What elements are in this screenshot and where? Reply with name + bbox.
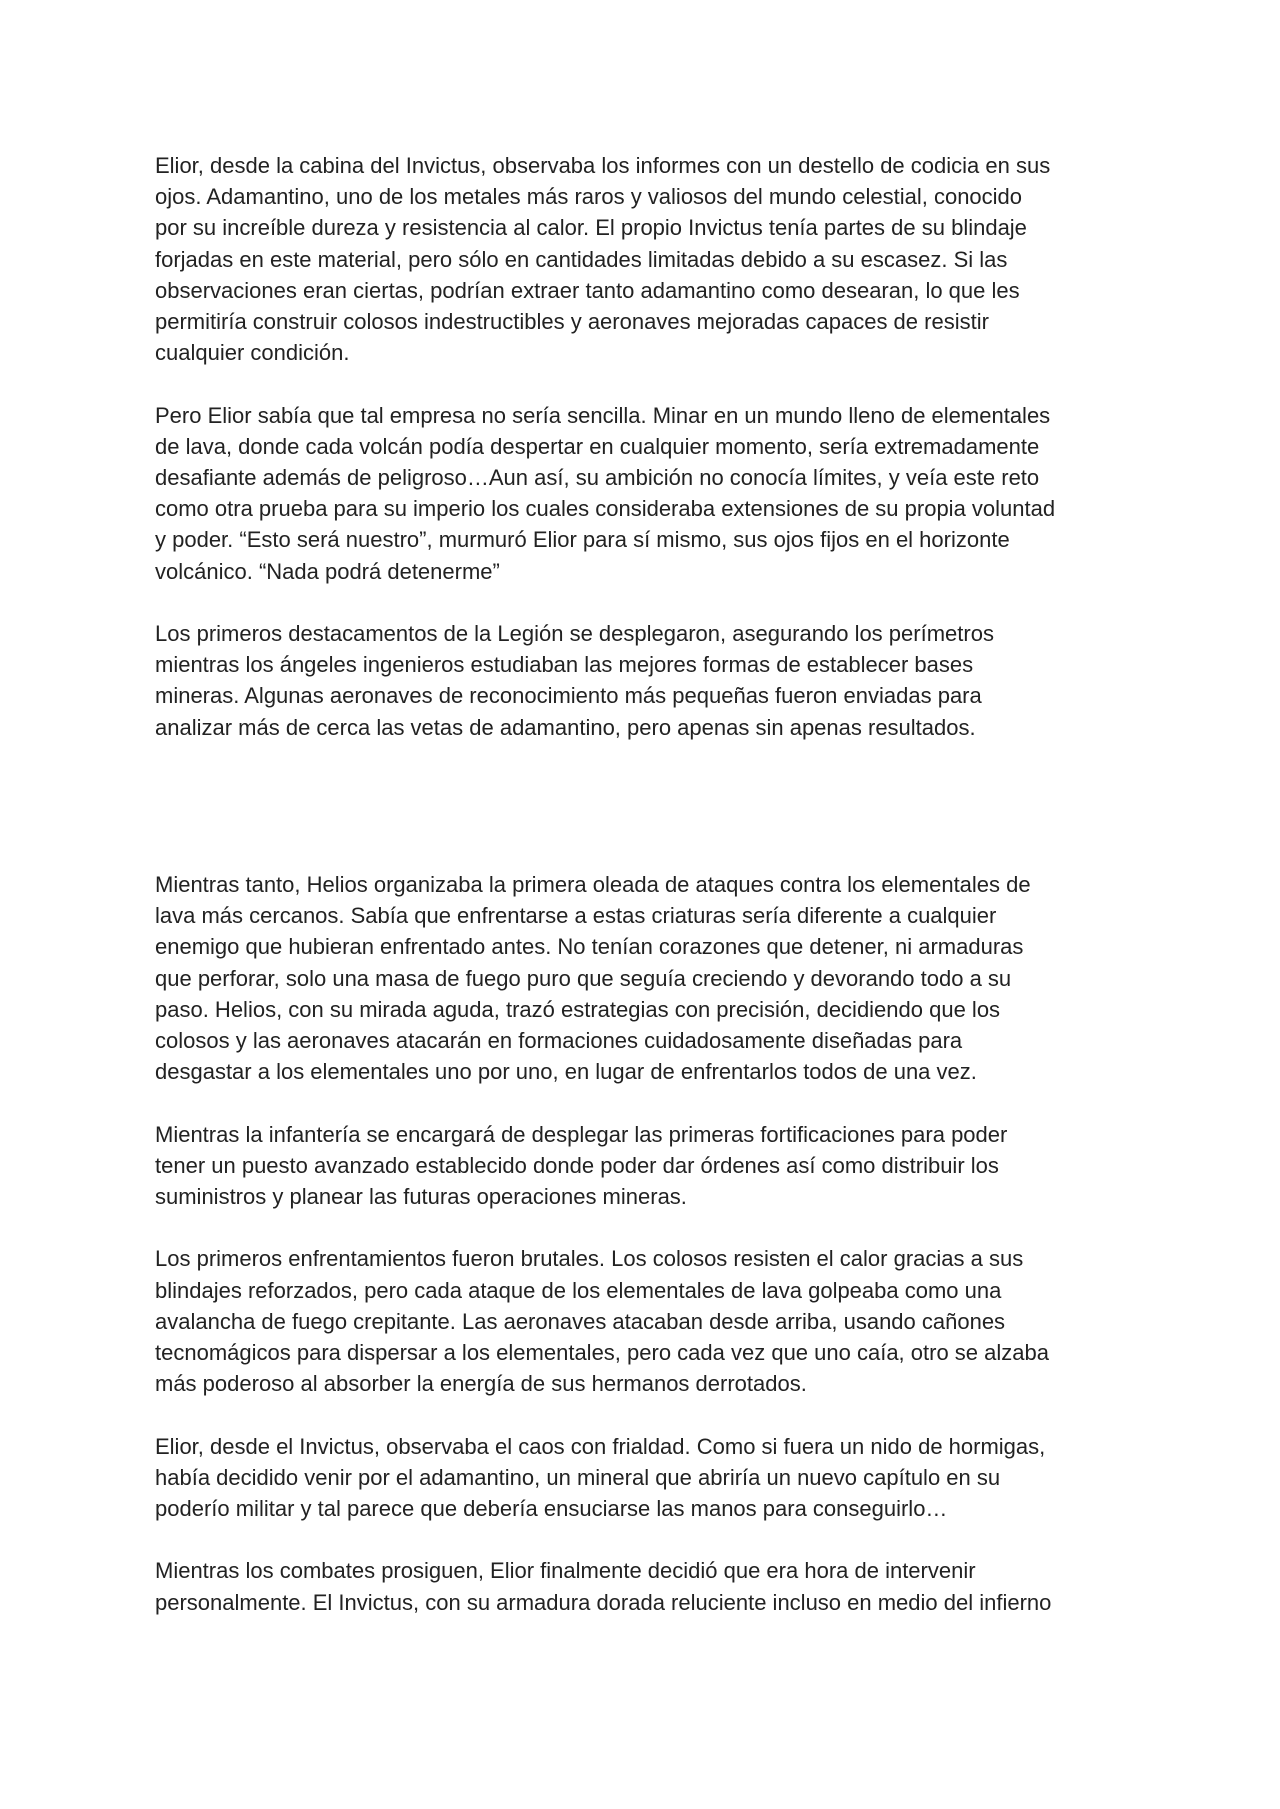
paragraph: Mientras los combates prosiguen, Elior finalmente decidió que era hora de intervenir personalmente. El Invictus, con su armadura dorada reluciente incluso en medio del infierno <box>155 1558 1052 1615</box>
paragraph: Mientras la infantería se encargará de desplegar las primeras fortificaciones para poder tener un puesto avanzado establecido donde poder dar órdenes así como distribuir los suministros y planear las futuras operaciones mineras. <box>155 1121 1008 1210</box>
paragraph: Elior, desde el Invictus, observaba el caos con frialdad. Como si fuera un nido de hormigas, había decidido venir por el adamantino, un mineral que abriría un nuevo capítulo en su poderío militar y tal parece que debería ensuciarse las manos para conseguirlo… <box>155 1433 1046 1522</box>
paragraph: Mientras tanto, Helios organizaba la primera oleada de ataques contra los elementales de lava más cercanos. Sabía que enfrentarse a estas criaturas sería diferente a cualquier enemigo que hubieran enfrentado antes. No tenían corazones que detener, ni armaduras que perforar, solo una masa de fuego puro que seguía creciendo y devorando todo a su paso. Helios, con su mirada aguda, trazó estrategias con precisión, decidiendo que los colosos y las aeronaves atacarán en formaciones cuidadosamente diseñadas para desgastar a los elementales uno por uno, en lugar de enfrentarlos todos de una vez. <box>155 872 1031 1085</box>
paragraph-spacer <box>155 1212 1135 1243</box>
paragraph: Los primeros destacamentos de la Legión se desplegaron, asegurando los perímetros mientras los ángeles ingenieros estudiaban las mejores formas de establecer bases mineras. Algunas aeronaves de reconocimiento más pequeñas fueron enviadas para analizar más de cerca las vetas de adamantino, pero apenas sin apenas resultados. <box>155 621 994 740</box>
paragraph-spacer <box>155 587 1135 618</box>
paragraph-spacer <box>155 1524 1135 1555</box>
paragraph-spacer <box>155 368 1135 399</box>
paragraph-spacer <box>155 1399 1135 1430</box>
paragraph: Elior, desde la cabina del Invictus, observaba los informes con un destello de codicia en sus ojos. Adamantino, uno de los metales más raros y valiosos del mundo celestial, conocido por su increíble dureza y resistencia al calor. El propio Invictus tenía partes de su blindaje forjadas en este material, pero sólo en cantidades limitadas debido a su escasez. Si las observaciones eran ciertas, podrían extraer tanto adamantino como desearan, lo que les permitiría construir colosos indestructibles y aeronaves mejoradas capaces de resistir cualquier condición. <box>155 153 1051 366</box>
text-block-top <box>155 150 1135 743</box>
paragraph-spacer <box>155 1087 1135 1118</box>
paragraph: Pero Elior sabía que tal empresa no sería sencilla. Minar en un mundo lleno de elementales de lava, donde cada volcán podía despertar en cualquier momento, sería extremadamente desafiante además de peligroso…Aun así, su ambición no conocía límites, y veía este reto como otra prueba para su imperio los cuales consideraba extensiones de su propia voluntad y poder. “Esto será nuestro”, murmuró Elior para sí mismo, sus ojos fijos en el horizonte volcánico. “Nada podrá detenerme” <box>155 402 1056 584</box>
text-block-bottom <box>155 869 1135 1618</box>
paragraph: Los primeros enfrentamientos fueron brutales. Los colosos resisten el calor gracias a sus blindajes reforzados, pero cada ataque de los elementales de lava golpeaba como una avalancha de fuego crepitante. Las aeronaves atacaban desde arriba, usando cañones tecnomágicos para dispersar a los elementales, pero cada vez que uno caía, otro se alzaba más poderoso al absorber la energía de sus hermanos derrotados. <box>155 1246 1049 1397</box>
